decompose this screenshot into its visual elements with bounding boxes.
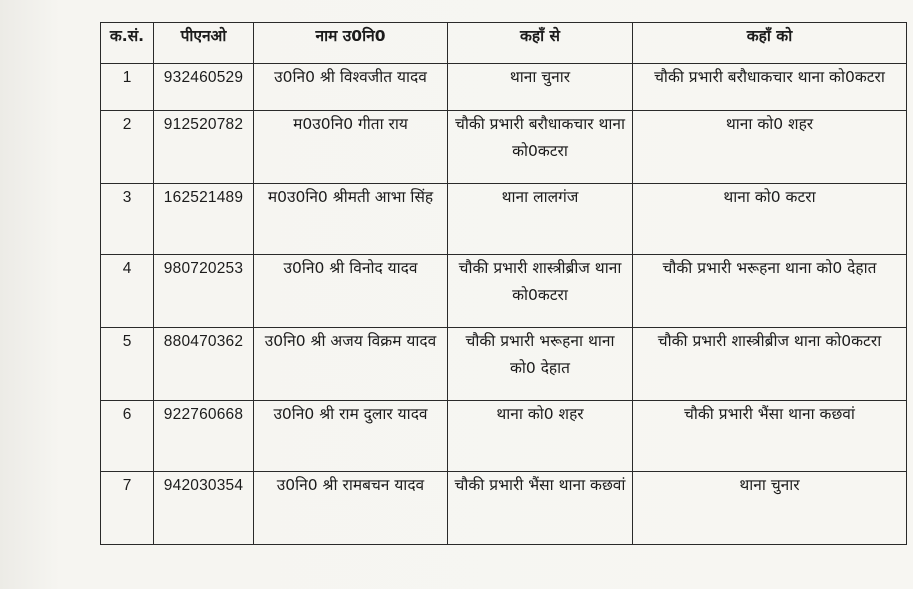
- cell-from: थाना को0 शहर: [448, 401, 633, 472]
- cell-from: चौकी प्रभारी भरूहना थाना को0 देहात: [448, 328, 633, 401]
- cell-serial: 3: [101, 184, 154, 255]
- cell-from: थाना लालगंज: [448, 184, 633, 255]
- cell-name: उ0नि0 श्री विनोद यादव: [254, 255, 448, 328]
- header-from: कहाँ से: [448, 23, 633, 64]
- cell-name: म0उ0नि0 श्रीमती आभा सिंह: [254, 184, 448, 255]
- cell-name: उ0नि0 श्री रामबचन यादव: [254, 472, 448, 545]
- cell-from: चौकी प्रभारी बरौधाकचार थाना को0कटरा: [448, 111, 633, 184]
- cell-from: चौकी प्रभारी शास्त्रीब्रीज थाना को0कटरा: [448, 255, 633, 328]
- cell-serial: 7: [101, 472, 154, 545]
- table-row: [101, 184, 907, 255]
- cell-serial: 5: [101, 328, 154, 401]
- cell-to: थाना चुनार: [633, 472, 907, 545]
- cell-pno: 162521489: [154, 184, 254, 255]
- cell-pno: 980720253: [154, 255, 254, 328]
- table-row: [101, 401, 907, 472]
- cell-to: थाना को0 शहर: [633, 111, 907, 184]
- cell-pno: 922760668: [154, 401, 254, 472]
- cell-to: चौकी प्रभारी भरूहना थाना को0 देहात: [633, 255, 907, 328]
- header-serial: क.सं.: [101, 23, 154, 64]
- cell-serial: 4: [101, 255, 154, 328]
- cell-name: उ0नि0 श्री अजय विक्रम यादव: [254, 328, 448, 401]
- cell-to: चौकी प्रभारी शास्त्रीब्रीज थाना को0कटरा: [633, 328, 907, 401]
- transfer-table: [100, 22, 907, 545]
- table-row: [101, 255, 907, 328]
- table-row: [101, 472, 907, 545]
- cell-from: थाना चुनार: [448, 64, 633, 111]
- cell-from: चौकी प्रभारी भैंसा थाना कछवां: [448, 472, 633, 545]
- cell-serial: 2: [101, 111, 154, 184]
- cell-name: उ0नि0 श्री विश्वजीत यादव: [254, 64, 448, 111]
- cell-pno: 880470362: [154, 328, 254, 401]
- cell-to: चौकी प्रभारी भैंसा थाना कछवां: [633, 401, 907, 472]
- cell-pno: 912520782: [154, 111, 254, 184]
- cell-serial: 6: [101, 401, 154, 472]
- table-row: [101, 328, 907, 401]
- table-header-row: [101, 23, 907, 64]
- cell-serial: 1: [101, 64, 154, 111]
- header-name: नाम उ0नि0: [254, 23, 448, 64]
- cell-pno: 932460529: [154, 64, 254, 111]
- table-row: [101, 64, 907, 111]
- cell-name: उ0नि0 श्री राम दुलार यादव: [254, 401, 448, 472]
- cell-to: चौकी प्रभारी बरौधाकचार थाना को0कटरा: [633, 64, 907, 111]
- cell-pno: 942030354: [154, 472, 254, 545]
- header-pno: पीएनओ: [154, 23, 254, 64]
- cell-to: थाना को0 कटरा: [633, 184, 907, 255]
- table-row: [101, 111, 907, 184]
- cell-name: म0उ0नि0 गीता राय: [254, 111, 448, 184]
- header-to: कहाँ को: [633, 23, 907, 64]
